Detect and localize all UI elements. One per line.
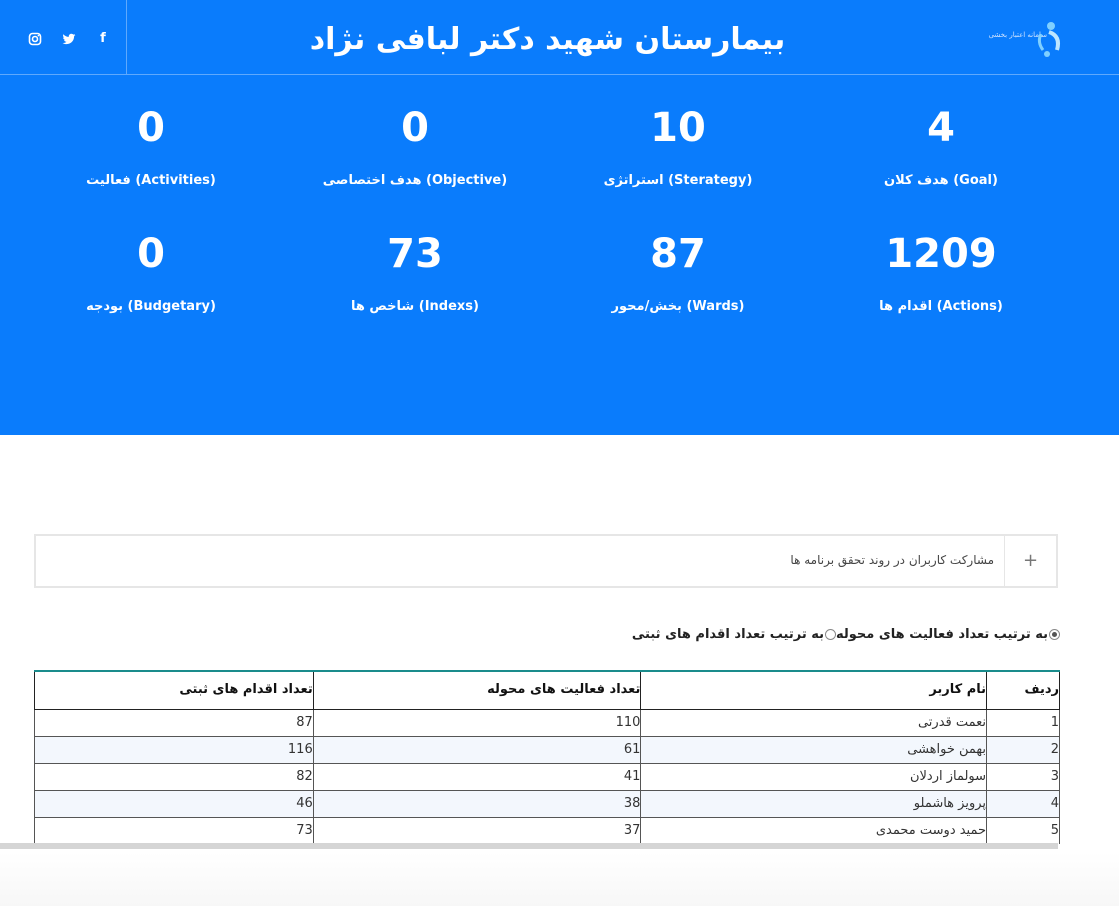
twitter-icon[interactable] [60, 30, 78, 48]
cell-assigned-activities: 37 [313, 817, 641, 844]
stat-activities [21, 103, 281, 188]
col-header-row-number[interactable]: ردیف [987, 671, 1060, 709]
cell-assigned-activities: 110 [313, 709, 641, 736]
stat-label: (Wards) بخش/محور [611, 299, 745, 314]
cell-row-number: 4 [987, 790, 1060, 817]
cell-username: بهمن خواهشی [641, 736, 987, 763]
stat-actions [811, 229, 1071, 314]
cell-registered-actions: 82 [35, 763, 314, 790]
stat-value: 0 [137, 105, 165, 151]
expand-plus-icon[interactable]: + [1004, 536, 1056, 586]
table-header-row [35, 671, 1060, 709]
cell-registered-actions: 46 [35, 790, 314, 817]
table-row[interactable] [35, 736, 1060, 763]
cell-row-number: 3 [987, 763, 1060, 790]
cell-username: سولماز اردلان [641, 763, 987, 790]
topbar-divider [0, 74, 1119, 75]
cell-registered-actions: 87 [35, 709, 314, 736]
cell-assigned-activities: 61 [313, 736, 641, 763]
page-title: بیمارستان شهید دکتر لبافی نژاد [309, 22, 786, 57]
header-banner [0, 0, 1119, 435]
stat-label: (Budgetary) بودجه [86, 299, 216, 314]
page-footer-area [0, 852, 1119, 906]
stat-value: 0 [401, 105, 429, 151]
cell-registered-actions: 116 [35, 736, 314, 763]
stat-value: 1209 [885, 231, 997, 277]
users-table [34, 670, 1060, 844]
stat-strategy [548, 103, 808, 188]
sort-radio-group [632, 627, 1060, 642]
table-row[interactable] [35, 790, 1060, 817]
stat-value: 0 [137, 231, 165, 277]
cell-username: نعمت قدرتی [641, 709, 987, 736]
sort-by-activities-label[interactable]: به ترتیب تعداد فعالیت های محوله [836, 627, 1048, 642]
table-row[interactable] [35, 709, 1060, 736]
col-header-registered-actions[interactable]: تعداد اقدام های ثبتی [35, 671, 314, 709]
horizontal-scrollbar[interactable] [0, 843, 1058, 849]
cell-assigned-activities: 38 [313, 790, 641, 817]
logo-text: سامانه اعتبار بخشی [988, 31, 1047, 39]
sort-by-activities-radio[interactable] [1049, 629, 1060, 640]
stat-label: (Objective) هدف اختصاصی [322, 173, 508, 188]
stat-value: 4 [927, 105, 955, 151]
logo-mark-icon [1035, 20, 1065, 60]
stat-label: (Indexs) شاخص ها [351, 299, 479, 314]
cell-row-number: 1 [987, 709, 1060, 736]
accordion-title[interactable]: مشارکت کاربران در روند تحقق برنامه ها [790, 553, 994, 567]
facebook-icon[interactable]: f [100, 31, 106, 46]
stat-label: (Actions) اقدام ها [879, 299, 1003, 314]
stat-value: 10 [650, 105, 706, 151]
stat-wards [548, 229, 808, 314]
sort-by-actions-label[interactable]: به ترتیب تعداد اقدام های ثبتی [631, 627, 824, 642]
stat-budgetary [21, 229, 281, 314]
cell-assigned-activities: 41 [313, 763, 641, 790]
stat-objective [285, 103, 545, 188]
sort-by-actions-radio[interactable] [825, 629, 836, 640]
col-header-username[interactable]: نام کاربر [641, 671, 987, 709]
cell-row-number: 5 [987, 817, 1060, 844]
col-header-assigned-activities[interactable]: تعداد فعالیت های محوله [313, 671, 641, 709]
user-participation-accordion[interactable] [34, 534, 1058, 588]
cell-username: حمید دوست محمدی [641, 817, 987, 844]
stat-indexes [285, 229, 545, 314]
stat-label: (Goal) هدف کلان [884, 173, 998, 188]
users-table-container [34, 670, 1060, 844]
cell-username: پرویز هاشملو [641, 790, 987, 817]
stat-value: 73 [387, 231, 443, 277]
table-row[interactable] [35, 817, 1060, 844]
stat-label: (Sterategy) استراتژی [603, 173, 753, 188]
social-divider [126, 0, 127, 74]
instagram-icon[interactable] [26, 30, 44, 48]
cell-row-number: 2 [987, 736, 1060, 763]
cell-registered-actions: 73 [35, 817, 314, 844]
table-row[interactable] [35, 763, 1060, 790]
site-logo[interactable] [985, 20, 1065, 60]
stat-value: 87 [650, 231, 706, 277]
stat-label: (Activities) فعالیت [86, 173, 216, 188]
stat-goal [811, 103, 1071, 188]
